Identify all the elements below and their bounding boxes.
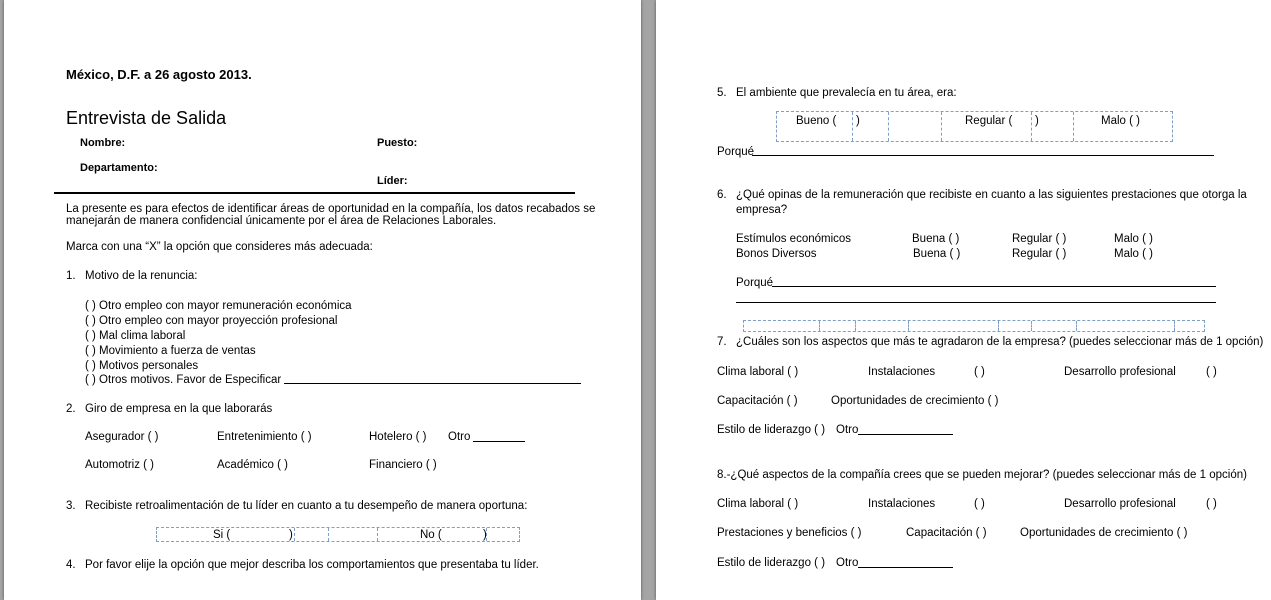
q5-option-regular[interactable]: Regular ( xyxy=(965,115,1013,127)
q8-option-otro: Otro xyxy=(836,557,859,569)
q1-option[interactable]: ( ) Motivos personales xyxy=(85,360,199,372)
q7-text: ¿Cuáles son los aspectos que más te agradaron de la empresa? (puedes seleccionar más de 1 opción) xyxy=(736,336,1264,348)
date-text: México, D.F. a 26 agosto 2013 xyxy=(66,67,249,82)
q8-desarrollo-box[interactable]: ( ) xyxy=(1206,498,1217,510)
instruction-text: Marca con una “X” la opción que consideres más adecuada: xyxy=(66,241,373,253)
q5-porque-line[interactable] xyxy=(752,155,1214,156)
q8-text: 8.-¿Qué aspectos de la compañía crees que se pueden mejorar? (puedes seleccionar más de 1 opción) xyxy=(717,469,1247,481)
q8-option-instalaciones[interactable]: Instalaciones xyxy=(868,498,936,510)
q3-options-table xyxy=(156,527,520,542)
lider-label: Líder: xyxy=(377,175,408,187)
q4-number: 4. xyxy=(66,559,76,571)
q7-instalaciones-box[interactable]: ( ) xyxy=(974,366,985,378)
q3-text: Recibiste retroalimentación de tu líder en cuanto a tu desempeño de manera oportuna: xyxy=(85,500,528,512)
q2-option-automotriz[interactable]: Automotriz ( ) xyxy=(85,459,155,471)
q2-option-financiero[interactable]: Financiero ( ) xyxy=(369,459,437,471)
q1-option[interactable]: ( ) Mal clima laboral xyxy=(85,330,186,342)
q1-specify-line[interactable] xyxy=(284,383,581,384)
puesto-label: Puesto: xyxy=(377,137,418,149)
q5-text: El ambiente que prevalecía en tu área, era: xyxy=(736,87,957,99)
q1-option[interactable]: ( ) Movimiento a fuerza de ventas xyxy=(85,345,256,357)
q8-option-oportunidades[interactable]: Oportunidades de crecimiento ( ) xyxy=(1020,527,1188,539)
intro-line-2: manejarán de manera confidencial únicamente por el área de Relaciones Laborales. xyxy=(66,215,497,227)
q2-option-academico[interactable]: Académico ( ) xyxy=(217,459,288,471)
q2-option-entretenimiento[interactable]: Entretenimiento ( ) xyxy=(217,431,312,443)
q7-option-clima[interactable]: Clima laboral ( ) xyxy=(717,366,799,378)
q8-instalaciones-box[interactable]: ( ) xyxy=(974,498,985,510)
q1-text: Motivo de la renuncia: xyxy=(85,270,198,282)
date-line xyxy=(66,68,252,82)
q6-text-line-2: empresa? xyxy=(736,204,788,216)
q6-porque-label: Porqué xyxy=(736,277,774,289)
q2-option-hotelero[interactable]: Hotelero ( ) xyxy=(369,431,427,443)
q5-option-bueno-close: ) xyxy=(856,115,860,127)
document-title: Entrevista de Salida xyxy=(66,108,227,128)
date-period: . xyxy=(248,67,252,82)
q6-estimulos-malo[interactable]: Malo ( ) xyxy=(1114,233,1153,245)
q6-estimulos-regular[interactable]: Regular ( ) xyxy=(1012,233,1067,245)
q7-number: 7. xyxy=(717,336,727,348)
document-page-2 xyxy=(656,0,1271,600)
q5-porque-label: Porqué xyxy=(717,146,755,158)
header-divider xyxy=(54,192,575,194)
q1-number: 1. xyxy=(66,270,76,282)
q6-bonos-buena[interactable]: Buena ( ) xyxy=(913,248,961,260)
q2-text: Giro de empresa en la que laborarás xyxy=(85,403,273,415)
departamento-label: Departamento: xyxy=(80,162,158,174)
q6-row-bonos: Bonos Diversos xyxy=(736,248,817,260)
q6-porque-line-1[interactable] xyxy=(772,286,1216,287)
q3-option-no[interactable]: No ( xyxy=(420,529,442,541)
nombre-label: Nombre: xyxy=(80,137,126,149)
q8-otro-line[interactable] xyxy=(858,567,953,568)
q8-option-capacitacion[interactable]: Capacitación ( ) xyxy=(906,527,987,539)
q6-bonos-malo[interactable]: Malo ( ) xyxy=(1114,248,1153,260)
document-page-1 xyxy=(4,0,641,600)
q7-option-oportunidades[interactable]: Oportunidades de crecimiento ( ) xyxy=(831,395,999,407)
q6-empty-table xyxy=(743,320,1205,332)
q2-option-otro: Otro xyxy=(448,431,471,443)
q8-option-prestaciones[interactable]: Prestaciones y beneficios ( ) xyxy=(717,527,862,539)
q1-option[interactable]: ( ) Otro empleo con mayor proyección profesional xyxy=(85,315,338,327)
q7-option-instalaciones[interactable]: Instalaciones xyxy=(868,366,936,378)
q7-option-otro: Otro xyxy=(836,424,859,436)
q3-option-no-close: ) xyxy=(483,529,487,541)
q5-option-regular-close: ) xyxy=(1035,115,1039,127)
q7-otro-line[interactable] xyxy=(858,434,953,435)
q6-text-line-1: ¿Qué opinas de la remuneración que recibiste en cuanto a las siguientes prestaciones que otorga la xyxy=(736,189,1247,201)
q5-option-bueno[interactable]: Bueno ( xyxy=(796,115,837,127)
q3-number: 3. xyxy=(66,500,76,512)
q3-option-si[interactable]: Si ( xyxy=(213,529,231,541)
q1-option[interactable]: ( ) Otro empleo con mayor remuneración económica xyxy=(85,300,352,312)
q8-option-estilo[interactable]: Estilo de liderazgo ( ) xyxy=(717,557,826,569)
q7-option-desarrollo[interactable]: Desarrollo profesional xyxy=(1064,366,1176,378)
q6-estimulos-buena[interactable]: Buena ( ) xyxy=(912,233,960,245)
q2-number: 2. xyxy=(66,403,76,415)
q6-porque-line-2[interactable] xyxy=(736,302,1216,303)
q8-option-clima[interactable]: Clima laboral ( ) xyxy=(717,498,799,510)
q2-option-asegurador[interactable]: Asegurador ( ) xyxy=(85,431,159,443)
q5-options-table xyxy=(776,111,1173,142)
q7-option-estilo[interactable]: Estilo de liderazgo ( ) xyxy=(717,424,826,436)
q5-number: 5. xyxy=(717,87,727,99)
q4-text: Por favor elije la opción que mejor describa los comportamientos que presentaba tu líder. xyxy=(85,559,539,571)
q5-option-malo[interactable]: Malo ( ) xyxy=(1101,115,1140,127)
q6-number: 6. xyxy=(717,189,727,201)
q3-option-si-close: ) xyxy=(289,529,293,541)
q8-option-desarrollo[interactable]: Desarrollo profesional xyxy=(1064,498,1176,510)
q6-row-estimulos: Estímulos económicos xyxy=(736,233,852,245)
q7-option-capacitacion[interactable]: Capacitación ( ) xyxy=(717,395,798,407)
intro-line-1: La presente es para efectos de identificar áreas de oportunidad en la compañía, los datos recabados se xyxy=(66,203,596,215)
q2-otro-line[interactable] xyxy=(473,441,525,442)
q7-desarrollo-box[interactable]: ( ) xyxy=(1206,366,1217,378)
q6-bonos-regular[interactable]: Regular ( ) xyxy=(1012,248,1067,260)
q1-option[interactable]: ( ) Otros motivos. Favor de Especificar xyxy=(85,374,282,386)
